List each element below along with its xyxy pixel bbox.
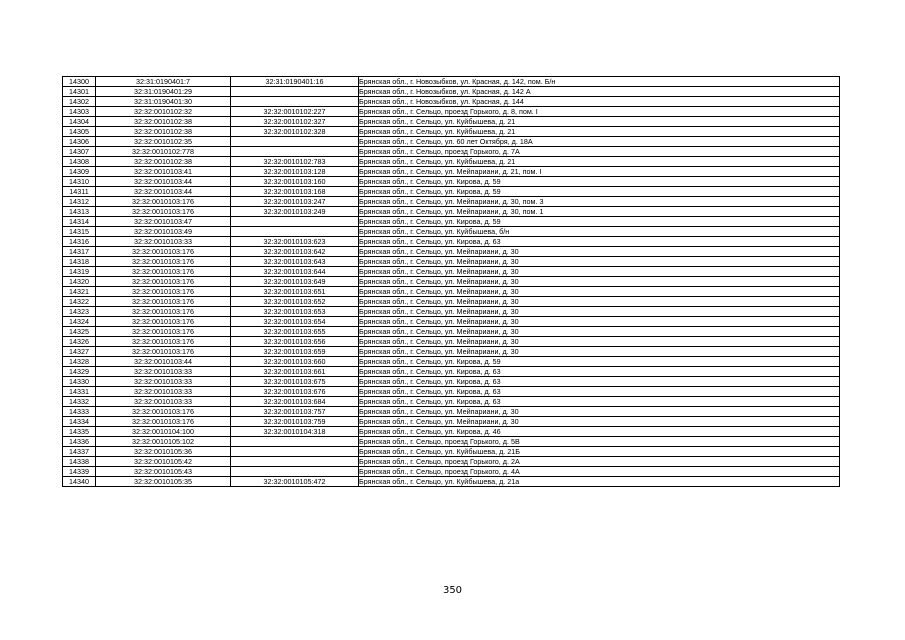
row-number-cell: 14330 bbox=[63, 377, 96, 387]
cadastral-number-cell: 32:32:0010103:49 bbox=[96, 227, 231, 237]
premises-cadastral-number-cell: 32:32:0010103:642 bbox=[231, 247, 359, 257]
address-cell: Брянская обл., г. Сельцо, проезд Горького, д. 8, пом. I bbox=[359, 107, 840, 117]
cadastral-number-cell: 32:32:0010105:36 bbox=[96, 447, 231, 457]
address-cell: Брянская обл., г. Сельцо, ул. Мейпариани, д. 30 bbox=[359, 297, 840, 307]
cadastral-number-cell: 32:32:0010103:176 bbox=[96, 247, 231, 257]
table-row bbox=[63, 447, 840, 457]
table-row bbox=[63, 207, 840, 217]
cadastral-number-cell: 32:32:0010105:102 bbox=[96, 437, 231, 447]
address-cell: Брянская обл., г. Сельцо, проезд Горького, д. 4А bbox=[359, 467, 840, 477]
cadastral-number-cell: 32:32:0010103:47 bbox=[96, 217, 231, 227]
cadastral-number-cell: 32:32:0010104:100 bbox=[96, 427, 231, 437]
premises-cadastral-number-cell: 32:32:0010105:472 bbox=[231, 477, 359, 487]
cadastral-number-cell: 32:32:0010103:176 bbox=[96, 267, 231, 277]
table-row bbox=[63, 267, 840, 277]
premises-cadastral-number-cell: 32:32:0010102:783 bbox=[231, 157, 359, 167]
row-number-cell: 14338 bbox=[63, 457, 96, 467]
table-row bbox=[63, 317, 840, 327]
cadastral-number-cell: 32:32:0010103:33 bbox=[96, 237, 231, 247]
cadastral-number-cell: 32:32:0010102:35 bbox=[96, 137, 231, 147]
table-row bbox=[63, 87, 840, 97]
cadastral-number-cell: 32:32:0010103:41 bbox=[96, 167, 231, 177]
row-number-cell: 14317 bbox=[63, 247, 96, 257]
premises-cadastral-number-cell bbox=[231, 137, 359, 147]
address-cell: Брянская обл., г. Сельцо, ул. Мейпариани, д. 30, пом. 1 bbox=[359, 207, 840, 217]
address-cell: Брянская обл., г. Сельцо, ул. Куйбышева, д. 21 bbox=[359, 117, 840, 127]
address-cell: Брянская обл., г. Сельцо, ул. Куйбышева, д. 21Б bbox=[359, 447, 840, 457]
row-number-cell: 14328 bbox=[63, 357, 96, 367]
table-row bbox=[63, 177, 840, 187]
table-row bbox=[63, 377, 840, 387]
table-row bbox=[63, 147, 840, 157]
table-row bbox=[63, 457, 840, 467]
table-row bbox=[63, 77, 840, 87]
row-number-cell: 14335 bbox=[63, 427, 96, 437]
table-row bbox=[63, 477, 840, 487]
row-number-cell: 14332 bbox=[63, 397, 96, 407]
cadastral-number-cell: 32:32:0010103:176 bbox=[96, 317, 231, 327]
table-row bbox=[63, 97, 840, 107]
table-row bbox=[63, 407, 840, 417]
premises-cadastral-number-cell: 32:32:0010103:654 bbox=[231, 317, 359, 327]
premises-cadastral-number-cell bbox=[231, 447, 359, 457]
premises-cadastral-number-cell: 32:32:0010103:249 bbox=[231, 207, 359, 217]
premises-cadastral-number-cell: 32:32:0010103:247 bbox=[231, 197, 359, 207]
premises-cadastral-number-cell bbox=[231, 87, 359, 97]
cadastral-number-cell: 32:32:0010102:38 bbox=[96, 157, 231, 167]
address-cell: Брянская обл., г. Сельцо, ул. Кирова, д. 59 bbox=[359, 357, 840, 367]
premises-cadastral-number-cell: 32:32:0010103:651 bbox=[231, 287, 359, 297]
address-cell: Брянская обл., г. Сельцо, ул. Мейпариани, д. 30, пом. 3 bbox=[359, 197, 840, 207]
row-number-cell: 14301 bbox=[63, 87, 96, 97]
address-cell: Брянская обл., г. Сельцо, ул. 60 лет Октября, д. 18А bbox=[359, 137, 840, 147]
row-number-cell: 14340 bbox=[63, 477, 96, 487]
cadastral-number-cell: 32:31:0190401:30 bbox=[96, 97, 231, 107]
table-row bbox=[63, 237, 840, 247]
row-number-cell: 14304 bbox=[63, 117, 96, 127]
cadastral-number-cell: 32:31:0190401:29 bbox=[96, 87, 231, 97]
cadastral-number-cell: 32:32:0010102:778 bbox=[96, 147, 231, 157]
cadastral-number-cell: 32:32:0010102:38 bbox=[96, 117, 231, 127]
cadastral-number-cell: 32:32:0010103:176 bbox=[96, 327, 231, 337]
row-number-cell: 14300 bbox=[63, 77, 96, 87]
premises-cadastral-number-cell bbox=[231, 467, 359, 477]
cadastral-number-cell: 32:32:0010103:33 bbox=[96, 397, 231, 407]
table-row bbox=[63, 367, 840, 377]
premises-cadastral-number-cell: 32:32:0010102:227 bbox=[231, 107, 359, 117]
premises-cadastral-number-cell: 32:32:0010102:327 bbox=[231, 117, 359, 127]
address-cell: Брянская обл., г. Сельцо, ул. Куйбышева, д. 21а bbox=[359, 477, 840, 487]
premises-cadastral-number-cell bbox=[231, 97, 359, 107]
cadastral-number-cell: 32:32:0010103:176 bbox=[96, 257, 231, 267]
address-cell: Брянская обл., г. Сельцо, ул. Мейпариани, д. 30 bbox=[359, 257, 840, 267]
address-cell: Брянская обл., г. Сельцо, ул. Мейпариани, д. 30 bbox=[359, 417, 840, 427]
premises-cadastral-number-cell bbox=[231, 217, 359, 227]
table-row bbox=[63, 227, 840, 237]
cadastral-number-cell: 32:32:0010103:33 bbox=[96, 367, 231, 377]
row-number-cell: 14336 bbox=[63, 437, 96, 447]
row-number-cell: 14327 bbox=[63, 347, 96, 357]
row-number-cell: 14319 bbox=[63, 267, 96, 277]
cadastral-number-cell: 32:32:0010103:176 bbox=[96, 287, 231, 297]
premises-cadastral-number-cell: 32:32:0010103:655 bbox=[231, 327, 359, 337]
row-number-cell: 14321 bbox=[63, 287, 96, 297]
premises-cadastral-number-cell: 32:32:0010103:660 bbox=[231, 357, 359, 367]
row-number-cell: 14333 bbox=[63, 407, 96, 417]
row-number-cell: 14307 bbox=[63, 147, 96, 157]
row-number-cell: 14313 bbox=[63, 207, 96, 217]
address-cell: Брянская обл., г. Сельцо, ул. Кирова, д. 59 bbox=[359, 187, 840, 197]
table-row bbox=[63, 117, 840, 127]
table-row bbox=[63, 297, 840, 307]
cadastral-number-cell: 32:32:0010103:44 bbox=[96, 187, 231, 197]
address-cell: Брянская обл., г. Сельцо, ул. Куйбышева, д. 21 bbox=[359, 127, 840, 137]
premises-cadastral-number-cell: 32:32:0010103:649 bbox=[231, 277, 359, 287]
row-number-cell: 14339 bbox=[63, 467, 96, 477]
address-cell: Брянская обл., г. Новозыбков, ул. Красная, д. 142, пом. Б/н bbox=[359, 77, 840, 87]
table-row bbox=[63, 287, 840, 297]
table-row bbox=[63, 437, 840, 447]
address-cell: Брянская обл., г. Сельцо, ул. Кирова, д. 63 bbox=[359, 367, 840, 377]
row-number-cell: 14315 bbox=[63, 227, 96, 237]
address-cell: Брянская обл., г. Сельцо, ул. Мейпариани, д. 30 bbox=[359, 317, 840, 327]
cadastral-number-cell: 32:32:0010103:33 bbox=[96, 377, 231, 387]
row-number-cell: 14337 bbox=[63, 447, 96, 457]
address-cell: Брянская обл., г. Новозыбков, ул. Красная, д. 142 А bbox=[359, 87, 840, 97]
premises-cadastral-number-cell: 32:32:0010103:160 bbox=[231, 177, 359, 187]
premises-cadastral-number-cell: 32:32:0010103:684 bbox=[231, 397, 359, 407]
table-row bbox=[63, 397, 840, 407]
cadastral-number-cell: 32:31:0190401:7 bbox=[96, 77, 231, 87]
address-cell: Брянская обл., г. Сельцо, проезд Горького, д. 2А bbox=[359, 457, 840, 467]
premises-cadastral-number-cell: 32:32:0010103:759 bbox=[231, 417, 359, 427]
row-number-cell: 14326 bbox=[63, 337, 96, 347]
address-cell: Брянская обл., г. Сельцо, ул. Мейпариани, д. 30 bbox=[359, 287, 840, 297]
cadastral-number-cell: 32:32:0010103:176 bbox=[96, 297, 231, 307]
cadastral-number-cell: 32:32:0010103:33 bbox=[96, 387, 231, 397]
premises-cadastral-number-cell: 32:32:0010104:318 bbox=[231, 427, 359, 437]
cadastral-number-cell: 32:32:0010102:32 bbox=[96, 107, 231, 117]
address-cell: Брянская обл., г. Сельцо, ул. Мейпариани, д. 30 bbox=[359, 247, 840, 257]
registry-table-body bbox=[63, 77, 840, 487]
address-cell: Брянская обл., г. Сельцо, ул. Мейпариани, д. 30 bbox=[359, 277, 840, 287]
cadastral-number-cell: 32:32:0010102:38 bbox=[96, 127, 231, 137]
table-row bbox=[63, 337, 840, 347]
cadastral-number-cell: 32:32:0010103:176 bbox=[96, 337, 231, 347]
premises-cadastral-number-cell: 32:31:0190401:16 bbox=[231, 77, 359, 87]
cadastral-number-cell: 32:32:0010103:176 bbox=[96, 407, 231, 417]
premises-cadastral-number-cell bbox=[231, 147, 359, 157]
table-row bbox=[63, 307, 840, 317]
premises-cadastral-number-cell: 32:32:0010102:328 bbox=[231, 127, 359, 137]
premises-cadastral-number-cell: 32:32:0010103:168 bbox=[231, 187, 359, 197]
premises-cadastral-number-cell: 32:32:0010103:653 bbox=[231, 307, 359, 317]
table-row bbox=[63, 167, 840, 177]
row-number-cell: 14306 bbox=[63, 137, 96, 147]
cadastral-number-cell: 32:32:0010103:44 bbox=[96, 177, 231, 187]
row-number-cell: 14302 bbox=[63, 97, 96, 107]
address-cell: Брянская обл., г. Сельцо, ул. Кирова, д. 59 bbox=[359, 217, 840, 227]
row-number-cell: 14322 bbox=[63, 297, 96, 307]
premises-cadastral-number-cell: 32:32:0010103:661 bbox=[231, 367, 359, 377]
row-number-cell: 14311 bbox=[63, 187, 96, 197]
row-number-cell: 14329 bbox=[63, 367, 96, 377]
premises-cadastral-number-cell bbox=[231, 437, 359, 447]
row-number-cell: 14310 bbox=[63, 177, 96, 187]
cadastral-number-cell: 32:32:0010105:35 bbox=[96, 477, 231, 487]
table-row bbox=[63, 187, 840, 197]
address-cell: Брянская обл., г. Сельцо, ул. Кирова, д. 63 bbox=[359, 397, 840, 407]
row-number-cell: 14324 bbox=[63, 317, 96, 327]
premises-cadastral-number-cell: 32:32:0010103:652 bbox=[231, 297, 359, 307]
table-row bbox=[63, 327, 840, 337]
address-cell: Брянская обл., г. Сельцо, ул. Мейпариани, д. 30 bbox=[359, 307, 840, 317]
row-number-cell: 14303 bbox=[63, 107, 96, 117]
premises-cadastral-number-cell bbox=[231, 227, 359, 237]
row-number-cell: 14323 bbox=[63, 307, 96, 317]
cadastral-number-cell: 32:32:0010103:176 bbox=[96, 277, 231, 287]
cadastral-number-cell: 32:32:0010103:176 bbox=[96, 207, 231, 217]
cadastral-number-cell: 32:32:0010105:43 bbox=[96, 467, 231, 477]
row-number-cell: 14309 bbox=[63, 167, 96, 177]
address-cell: Брянская обл., г. Сельцо, ул. Мейпариани, д. 30 bbox=[359, 267, 840, 277]
address-cell: Брянская обл., г. Сельцо, проезд Горького, д. 7А bbox=[359, 147, 840, 157]
address-cell: Брянская обл., г. Сельцо, ул. Кирова, д. 63 bbox=[359, 387, 840, 397]
cadastral-number-cell: 32:32:0010103:176 bbox=[96, 307, 231, 317]
address-cell: Брянская обл., г. Сельцо, ул. Мейпариани, д. 30 bbox=[359, 337, 840, 347]
address-cell: Брянская обл., г. Сельцо, ул. Мейпариани, д. 30 bbox=[359, 327, 840, 337]
row-number-cell: 14316 bbox=[63, 237, 96, 247]
premises-cadastral-number-cell: 32:32:0010103:623 bbox=[231, 237, 359, 247]
registry-table bbox=[62, 76, 840, 487]
table-row bbox=[63, 347, 840, 357]
cadastral-number-cell: 32:32:0010103:176 bbox=[96, 417, 231, 427]
page-number: 350 bbox=[442, 585, 463, 596]
row-number-cell: 14331 bbox=[63, 387, 96, 397]
table-row bbox=[63, 127, 840, 137]
address-cell: Брянская обл., г. Сельцо, ул. Куйбышева, д. 21 bbox=[359, 157, 840, 167]
premises-cadastral-number-cell: 32:32:0010103:656 bbox=[231, 337, 359, 347]
table-row bbox=[63, 137, 840, 147]
table-row bbox=[63, 247, 840, 257]
premises-cadastral-number-cell: 32:32:0010103:643 bbox=[231, 257, 359, 267]
address-cell: Брянская обл., г. Сельцо, ул. Кирова, д. 63 bbox=[359, 377, 840, 387]
table-row bbox=[63, 277, 840, 287]
address-cell: Брянская обл., г. Сельцо, ул. Кирова, д. 63 bbox=[359, 237, 840, 247]
table-row bbox=[63, 157, 840, 167]
table-row bbox=[63, 387, 840, 397]
table-row bbox=[63, 107, 840, 117]
premises-cadastral-number-cell bbox=[231, 457, 359, 467]
table-row bbox=[63, 257, 840, 267]
address-cell: Брянская обл., г. Сельцо, ул. Мейпариани, д. 30 bbox=[359, 347, 840, 357]
row-number-cell: 14320 bbox=[63, 277, 96, 287]
premises-cadastral-number-cell: 32:32:0010103:659 bbox=[231, 347, 359, 357]
row-number-cell: 14325 bbox=[63, 327, 96, 337]
cadastral-number-cell: 32:32:0010103:176 bbox=[96, 197, 231, 207]
table-row bbox=[63, 217, 840, 227]
premises-cadastral-number-cell: 32:32:0010103:676 bbox=[231, 387, 359, 397]
address-cell: Брянская обл., г. Сельцо, ул. Кирова, д. 46 bbox=[359, 427, 840, 437]
table-row bbox=[63, 197, 840, 207]
premises-cadastral-number-cell: 32:32:0010103:757 bbox=[231, 407, 359, 417]
table-row bbox=[63, 357, 840, 367]
row-number-cell: 14312 bbox=[63, 197, 96, 207]
address-cell: Брянская обл., г. Новозыбков, ул. Красная, д. 144 bbox=[359, 97, 840, 107]
row-number-cell: 14318 bbox=[63, 257, 96, 267]
cadastral-number-cell: 32:32:0010103:44 bbox=[96, 357, 231, 367]
row-number-cell: 14308 bbox=[63, 157, 96, 167]
address-cell: Брянская обл., г. Сельцо, ул. Мейпариани, д. 21, пом. I bbox=[359, 167, 840, 177]
row-number-cell: 14334 bbox=[63, 417, 96, 427]
premises-cadastral-number-cell: 32:32:0010103:128 bbox=[231, 167, 359, 177]
address-cell: Брянская обл., г. Сельцо, проезд Горького, д. 5В bbox=[359, 437, 840, 447]
address-cell: Брянская обл., г. Сельцо, ул. Кирова, д. 59 bbox=[359, 177, 840, 187]
table-row bbox=[63, 467, 840, 477]
table-row bbox=[63, 417, 840, 427]
premises-cadastral-number-cell: 32:32:0010103:644 bbox=[231, 267, 359, 277]
address-cell: Брянская обл., г. Сельцо, ул. Мейпариани, д. 30 bbox=[359, 407, 840, 417]
row-number-cell: 14305 bbox=[63, 127, 96, 137]
table-row bbox=[63, 427, 840, 437]
cadastral-number-cell: 32:32:0010105:42 bbox=[96, 457, 231, 467]
cadastral-number-cell: 32:32:0010103:176 bbox=[96, 347, 231, 357]
address-cell: Брянская обл., г. Сельцо, ул. Куйбышева, б/н bbox=[359, 227, 840, 237]
row-number-cell: 14314 bbox=[63, 217, 96, 227]
premises-cadastral-number-cell: 32:32:0010103:675 bbox=[231, 377, 359, 387]
